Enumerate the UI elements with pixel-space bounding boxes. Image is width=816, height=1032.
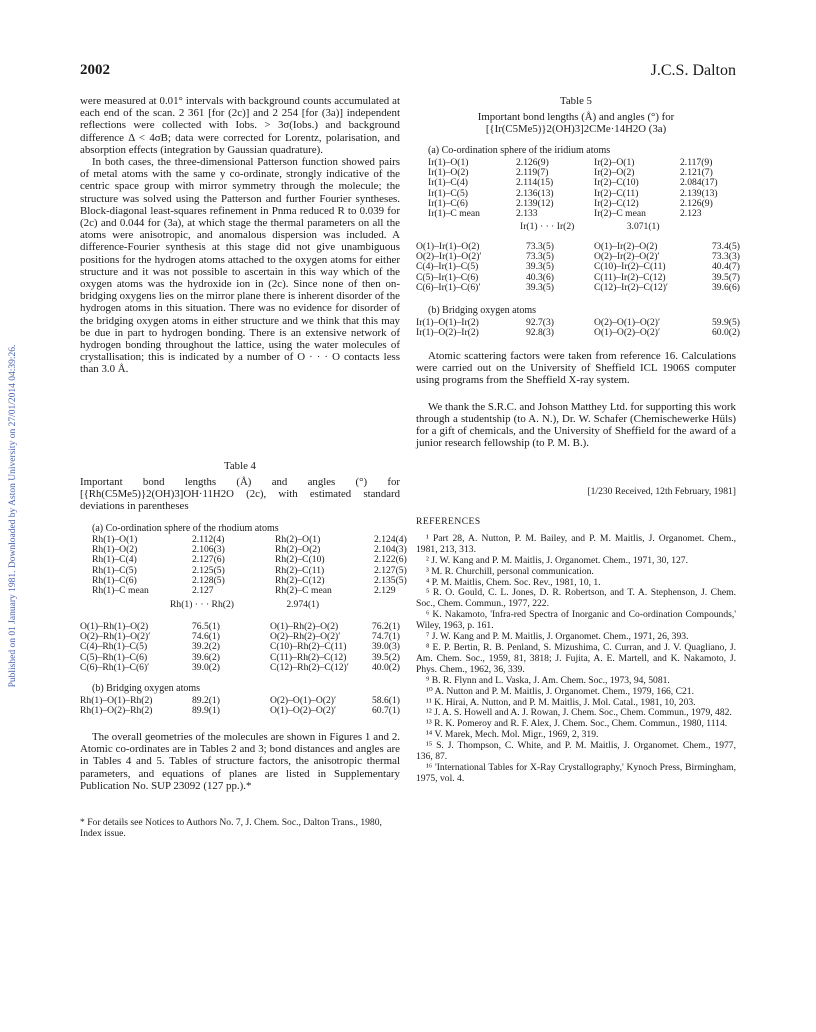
table5-row-cell: Ir(2)–C(10) xyxy=(594,177,639,189)
table5-row-cell: 2.139(13) xyxy=(680,187,718,199)
table5-angle-cell: C(10)–Ir(2)–C(11) xyxy=(594,261,666,273)
download-notice-text: Published on 01 January 1981. Downloaded by Aston University on 27/01/2014 04:39:26. xyxy=(8,344,18,688)
journal-name: J.C.S. Dalton xyxy=(650,62,736,79)
table5-row-cell: Ir(1)–C(5) xyxy=(428,187,468,199)
table5-row-cell: 2.139(12) xyxy=(516,197,554,209)
table4-angle-cell: C(10)–Rh(2)–C(11) xyxy=(270,641,347,653)
received-line: [1/230 Received, 12th February, 1981] xyxy=(587,486,736,497)
table4-row-cell: 2.106(3) xyxy=(192,544,225,556)
reference-item: ¹ Part 28, A. Nutton, P. M. Bailey, and P. M. Maitlis, J. Organomet. Chem., 1981, 213, 313. xyxy=(416,532,736,555)
table5-bridge-cell: Ir(1)–O(1)–Ir(2) xyxy=(416,317,479,328)
table5-row-cell: 2.121(7) xyxy=(680,167,713,179)
table4-row-cell: 2.127 xyxy=(192,585,214,596)
table5-row-cell: Ir(2)–C(12) xyxy=(594,197,639,209)
table4-row-cell: Rh(1)–O(1) xyxy=(92,534,138,545)
table4-row-cell: 2.135(5) xyxy=(374,574,407,586)
table4-row-cell: Rh(2)–O(2) xyxy=(275,544,321,556)
table5-angle-cell: 39.3(5) xyxy=(526,261,554,273)
table5-bridge-cell: 92.8(3) xyxy=(526,327,554,339)
table4-angle-cell: 40.0(2) xyxy=(372,661,400,673)
table5-angle-cell: O(1)–Ir(2)–O(2) xyxy=(594,241,658,252)
reference-item: ¹⁰ A. Nutton and P. M. Maitlis, J. Organomet. Chem., 1979, 166, C21. xyxy=(426,685,694,697)
references xyxy=(416,517,736,785)
table5-caption: Important bond lengths (Å) and angles (°) for [{Ir(C5Me5)}2(OH)3]2CMe·14H2O (3a) xyxy=(477,111,675,136)
table4-title: Table 4 xyxy=(224,460,256,472)
table5-angle-cell: C(12)–Ir(2)–C(12)′ xyxy=(594,281,669,293)
table4-row-cell: 2.125(5) xyxy=(192,564,225,576)
table4-bridge-cell: 89.2(1) xyxy=(192,695,220,706)
table5-row-cell: 2.133 xyxy=(516,208,538,219)
table4-bridge-cell: O(2)–O(1)–O(2)′ xyxy=(270,695,337,706)
table5-row-cell: Ir(1)–C mean xyxy=(428,208,480,219)
reference-item: ¹² J. A. S. Howell and A. J. Rowan, J. Chem. Soc., Chem. Commun., 1979, 482. xyxy=(426,707,732,719)
table4-angle-cell: 76.2(1) xyxy=(372,621,400,632)
table5-angle-cell: C(11)–Ir(2)–C(12) xyxy=(594,271,666,283)
table4-angle-cell: 39.6(2) xyxy=(192,651,220,663)
table4-row-cell: Rh(1)–C(5) xyxy=(92,564,137,576)
table4-angle-cell: O(1)–Rh(2)–O(2) xyxy=(270,621,339,632)
table5-angle-cell: O(2)–Ir(2)–O(2)′ xyxy=(594,251,660,263)
table5-angle-cell: 73.3(5) xyxy=(526,241,554,252)
table5-angle-cell: 39.3(5) xyxy=(526,281,554,293)
page-number: 2002 xyxy=(80,62,110,78)
table5-angle-cell: C(4)–Ir(1)–C(5) xyxy=(416,261,479,273)
paragraph-geometries: The overall geometries of the molecules are shown in Figures 1 and 2. Atomic co-ordinates are in Tables 2 and 3; bond distances and angles are in Tables 4 and 5. Tables of structure factors, the anisotropic thermal parameters, and equations of planes are listed in Supplementary Publication No. SUP 23092 (127 pp.).* xyxy=(80,731,400,792)
table4-bridge-cell: 60.7(1) xyxy=(372,705,400,717)
table4-angle-cell: O(2)–Rh(1)–O(2)′ xyxy=(80,631,151,643)
table4-row-cell: Rh(1)–C(4) xyxy=(92,554,137,566)
table5-angle-cell: 73.4(5) xyxy=(712,241,740,252)
table5-row-cell: Ir(2)–O(2) xyxy=(594,167,635,179)
table4-angle-cell: 74.6(1) xyxy=(192,631,220,643)
table5-row-cell: 2.123 xyxy=(680,208,702,219)
table4-bridge-cell: Rh(1)–O(1)–Rh(2) xyxy=(80,695,153,706)
table5-row-cell: Ir(2)–C mean xyxy=(594,208,646,219)
table4-row-cell: Rh(2)–C(11) xyxy=(275,564,325,576)
table5-row-cell: 2.084(17) xyxy=(680,177,718,189)
reference-item: ¹³ R. K. Pomeroy and R. F. Alex, J. Chem. Soc., Chem. Commun., 1980, 1114. xyxy=(426,718,728,730)
table4-angle-cell: 39.2(2) xyxy=(192,641,220,653)
table5-angle-cell: 73.3(5) xyxy=(526,251,554,263)
table4-angle-cell: 76.5(1) xyxy=(192,621,220,632)
table4-angle-cell: 74.7(1) xyxy=(372,631,400,643)
table5-row-cell: 2.119(7) xyxy=(516,167,549,179)
table5-bridge-cell: 59.9(5) xyxy=(712,317,740,328)
table4-row-cell: Rh(2)–C mean xyxy=(275,585,332,596)
table5-row-cell: Ir(1)–C(6) xyxy=(428,197,468,209)
table5-metal-distance: Ir(1) · · · Ir(2) 3.071(1) xyxy=(520,221,660,232)
table4-row-cell: 2.128(5) xyxy=(192,574,225,586)
table4-subheading-a: (a) Co-ordination sphere of the rhodium atoms xyxy=(92,523,279,534)
table4-angle-cell: C(11)–Rh(2)–C(12) xyxy=(270,651,347,663)
table5-title: Table 5 xyxy=(560,95,592,107)
table5-subheading-b: (b) Bridging oxygen atoms xyxy=(428,305,537,316)
table4-angle-cell: C(4)–Rh(1)–C(5) xyxy=(80,641,148,653)
paragraph-measurement: were measured at 0.01° intervals with background counts accumulated at each end of the scan. 2 361 [for (2c)] and 2 254 [for (3a)] independent reflections were collected with Iobs. > 3σ(Iobs.) and background difference Δ < 4σB; data were corrected for Lorentz, polarisation, and absorption effects (integration by Gaussian quadrature). xyxy=(80,95,400,156)
table5-angle-cell: 40.3(6) xyxy=(526,271,554,283)
reference-item: ⁹ B. R. Flynn and L. Vaska, J. Am. Chem. Soc., 1973, 94, 5081. xyxy=(426,674,670,686)
table5-row-cell: Ir(2)–C(11) xyxy=(594,187,639,199)
table5-row-cell: 2.126(9) xyxy=(680,197,713,209)
table5-angle-cell: C(6)–Ir(1)–C(6)′ xyxy=(416,281,481,293)
reference-item: ¹¹ K. Hirai, A. Nutton, and P. M. Maitlis, J. Mol. Catal., 1981, 10, 203. xyxy=(426,696,696,708)
table5-bridge-cell: Ir(1)–O(2)–Ir(2) xyxy=(416,327,479,339)
reference-item: ¹⁴ V. Marek, Mech. Mol. Migr., 1969, 2, 319. xyxy=(426,729,599,741)
table4-row-cell: Rh(1)–O(2) xyxy=(92,544,138,556)
table5-bridge-cell: 92.7(3) xyxy=(526,317,554,328)
table5-bridge-cell: 60.0(2) xyxy=(712,327,740,339)
reference-item: ³ M. R. Churchill, personal communication. xyxy=(426,565,594,577)
table4-row-cell: 2.127(6) xyxy=(192,554,225,566)
table4-angle-cell: C(12)–Rh(2)–C(12)′ xyxy=(270,661,349,673)
paragraph-scattering: Atomic scattering factors were taken from reference 16. Calculations were carried out on the University of Sheffield ICL 1906S computer using programs from the Sheffield X-ray system. xyxy=(416,350,736,387)
reference-item: ⁷ J. W. Kang and P. M. Maitlis, J. Organomet. Chem., 1971, 26, 393. xyxy=(426,631,689,643)
table4-row-cell: 2.124(4) xyxy=(374,534,407,545)
references-heading: REFERENCES xyxy=(416,517,481,527)
right-column-text xyxy=(416,350,736,449)
table4-row-cell: Rh(2)–C(10) xyxy=(275,554,325,566)
table5-row-cell: 2.126(9) xyxy=(516,157,549,168)
table4-row-cell: 2.122(6) xyxy=(374,554,407,566)
table4-row-cell: 2.127(5) xyxy=(374,564,407,576)
footnote: * For details see Notices to Authors No. 7, J. Chem. Soc., Dalton Trans., 1980, Index issue. xyxy=(80,817,382,839)
table5-row-cell: 2.117(9) xyxy=(680,157,713,168)
table5-angle-cell: 73.3(3) xyxy=(712,251,740,263)
table4-row-cell: 2.112(4) xyxy=(192,534,225,545)
table4-row-cell: Rh(2)–C(12) xyxy=(275,574,325,586)
reference-item: ⁴ P. M. Maitlis, Chem. Soc. Rev., 1981, 10, 1. xyxy=(426,576,601,588)
table5-angle-cell: O(2)–Ir(1)–O(2)′ xyxy=(416,251,482,263)
reference-item: ⁶ K. Nakamoto, 'Infra-red Spectra of Inorganic and Co-ordination Compounds,' Wiley, 1963, p. 161. xyxy=(416,609,736,632)
table4-bridge-cell: 58.6(1) xyxy=(372,695,400,706)
reference-item: ¹⁶ 'International Tables for X-Ray Crystallography,' Kynoch Press, Birmingham, 1975, vol. 4. xyxy=(416,761,736,784)
table5-angle-cell: 39.6(6) xyxy=(712,281,740,293)
table5-angle-cell: O(1)–Ir(1)–O(2) xyxy=(416,241,480,252)
reference-item: ¹⁵ S. J. Thompson, C. White, and P. M. Maitlis, J. Organomet. Chem., 1977, 136, 87. xyxy=(416,740,736,763)
table5-bridge-cell: O(2)–O(1)–O(2)′ xyxy=(594,317,661,328)
reference-item: ⁵ R. O. Gould, C. L. Jones, D. R. Robertson, and T. A. Stephenson, J. Chem. Soc., Chem. Commun., 1977, 222. xyxy=(416,587,736,610)
table5-angle-cell: 40.4(7) xyxy=(712,261,740,273)
reference-list xyxy=(416,534,736,785)
table4-angle-cell: 39.5(2) xyxy=(372,651,400,663)
table4-bridge-cell: Rh(1)–O(2)–Rh(2) xyxy=(80,705,153,717)
paragraph-patterson: In both cases, the three-dimensional Patterson function showed pairs of metal atoms with the same y co-ordinate, strongly indicative of the centric space group with mirror symmetry through the molecule; the structure was solved using the Patterson and further Fourier syntheses. Block-diagonal least-squares refinement in Pnma reduced R to 0.039 for (2c) and 0.044 for (3a), at which stage the thermal parameters on all the atoms were anisotropic, and anomalous dispersion was included. A difference-Fourier synthesis at this stage did not give unambiguous positions for the hydrogen atoms attached to the oxygen atoms for either structure and it was not possible to ascertain in this way which of the oxygen atoms was the hydroxide ion in (2c). Since none of then on-bridging oxygens lies on the mirror plane there is inherent disorder of the hydrogen atoms in this situation. There was no evidence for disorder of the bridging oxygen atoms in either structure and we think that this may be due in part to hydrogen bonding. There is an extensive network of hydrogen bonding throughout the lattice, using the water molecules of crystallisation; this is indicated by a number of O · · · O contacts less than 3.0 Å. xyxy=(80,156,400,376)
left-column-outro xyxy=(80,731,400,792)
table4-row-cell: 2.104(3) xyxy=(374,544,407,556)
table5-row-cell: 2.136(13) xyxy=(516,187,554,199)
table5-bridge-cell: O(1)–O(2)–O(2)′ xyxy=(594,327,661,339)
table4-angle-cell: O(2)–Rh(2)–O(2)′ xyxy=(270,631,341,643)
table4-caption: Important bond lengths (Å) and angles (°) for [{Rh(C5Me5)}2(OH)3]OH·11H2O (2c), with estimated standard deviations in parentheses xyxy=(80,476,400,513)
table4-row-cell: Rh(2)–O(1) xyxy=(275,534,321,545)
table4-metal-distance: Rh(1) · · · Rh(2) 2.974(1) xyxy=(170,599,320,610)
left-column-intro xyxy=(80,95,400,376)
table4-angle-cell: C(6)–Rh(1)–C(6)′ xyxy=(80,661,150,673)
table5-row-cell: Ir(1)–O(1) xyxy=(428,157,469,168)
download-notice-sidebar xyxy=(0,0,26,1032)
table4-angle-cell: O(1)–Rh(1)–O(2) xyxy=(80,621,149,632)
table5-subheading-a: (a) Co-ordination sphere of the iridium atoms xyxy=(428,145,611,156)
table4-bridge-cell: O(1)–O(2)–O(2)′ xyxy=(270,705,337,717)
table5-row-cell: Ir(1)–O(2) xyxy=(428,167,469,179)
table4-bridge-cell: 89.9(1) xyxy=(192,705,220,717)
table4-angle-cell: 39.0(2) xyxy=(192,661,220,673)
reference-item: ⁸ E. P. Bertin, R. B. Penland, S. Mizushima, C. Curran, and J. V. Quagliano, J. Am. Chem. Soc., 1959, 81, 3818; J. Fujita, A. E. Martell, and K. Nakamoto, J. Phys. Chem., 1962, 36, 339. xyxy=(416,641,736,675)
table4-row-cell: Rh(1)–C(6) xyxy=(92,574,137,586)
table5-row-cell: Ir(1)–C(4) xyxy=(428,177,468,189)
table4-subheading-b: (b) Bridging oxygen atoms xyxy=(92,683,201,694)
table5-row-cell: 2.114(15) xyxy=(516,177,554,189)
table4-angle-cell: 39.0(3) xyxy=(372,641,400,653)
table5-angle-cell: C(5)–Ir(1)–C(6) xyxy=(416,271,479,283)
table4-row-cell: Rh(1)–C mean xyxy=(92,585,149,596)
reference-item: ² J. W. Kang and P. M. Maitlis, J. Organomet. Chem., 1971, 30, 127. xyxy=(426,554,688,566)
table5-angle-cell: 39.5(7) xyxy=(712,271,740,283)
paragraph-acknowledgements: We thank the S.R.C. and Johson Matthey Ltd. for supporting this work through a studentship (to A. N.), Dr. W. Schafer (Chemischewerke Hüls) for a gift of chemicals, and the University of Sheffield for the award of a junior research fellowship (to P. M. B.). xyxy=(416,400,736,450)
table4-row-cell: 2.129 xyxy=(374,585,396,596)
table5-row-cell: Ir(2)–O(1) xyxy=(594,157,635,168)
table4-angle-cell: C(5)–Rh(1)–C(6) xyxy=(80,651,148,663)
